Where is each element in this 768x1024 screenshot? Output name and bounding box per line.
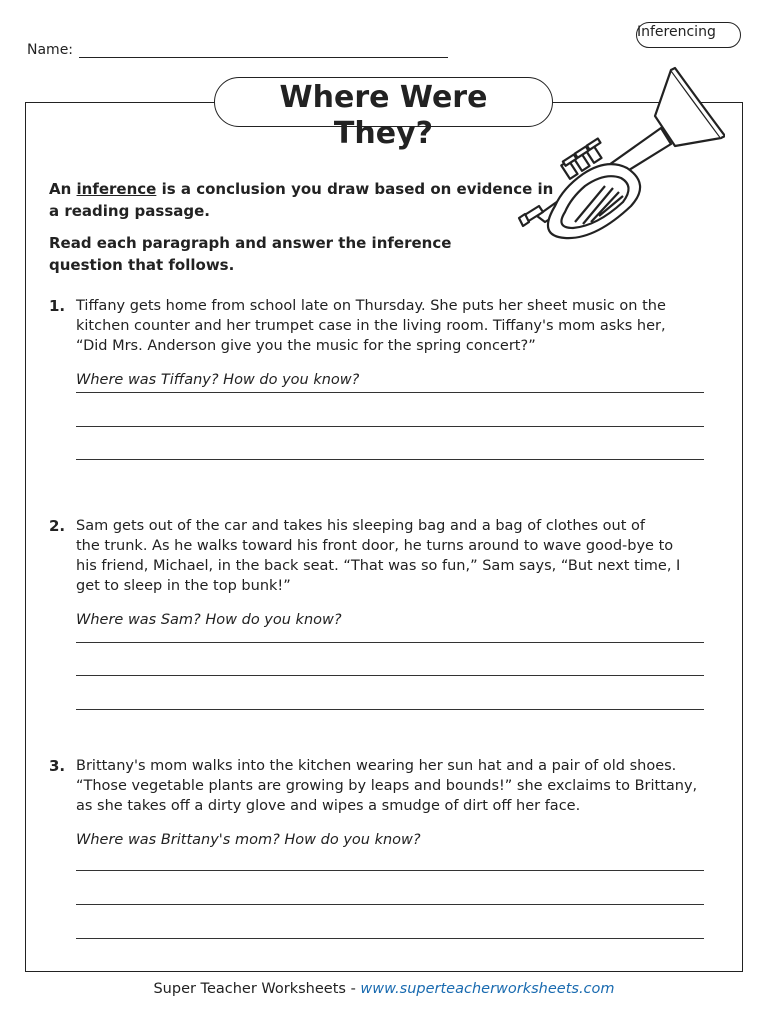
answer-line[interactable] <box>76 459 704 460</box>
question-number: 2. <box>49 517 66 535</box>
answer-line[interactable] <box>76 426 704 427</box>
footer <box>0 981 768 997</box>
intro-text: a reading passage. <box>49 202 211 220</box>
intro-text: is a conclusion you draw based on evidence in <box>156 180 554 198</box>
title-line-1: Where Were <box>279 80 488 115</box>
question-passage <box>76 756 716 816</box>
intro-definition <box>49 178 569 222</box>
question-prompt: Where was Brittany's mom? How do you know? <box>76 832 421 848</box>
passage-line: the trunk. As he walks toward his front door, he turns around to wave good-bye to <box>76 538 674 554</box>
answer-line[interactable] <box>76 870 704 871</box>
answer-line[interactable] <box>76 392 704 393</box>
page-title <box>214 80 553 152</box>
instructions-text: question that follows. <box>49 256 235 274</box>
question-prompt: Where was Sam? How do you know? <box>76 612 342 628</box>
name-field-line[interactable] <box>79 57 448 58</box>
answer-line[interactable] <box>76 904 704 905</box>
passage-line: “Those vegetable plants are growing by leaps and bounds!” she exclaims to Brittany, <box>76 778 698 794</box>
question-passage <box>76 296 716 356</box>
topic-tag: Inferencing <box>636 22 741 48</box>
name-label: Name: <box>27 42 74 58</box>
intro-text: An <box>49 180 77 198</box>
question-prompt: Where was Tiffany? How do you know? <box>76 372 360 388</box>
passage-line: Brittany's mom walks into the kitchen wearing her sun hat and a pair of old shoes. <box>76 758 677 774</box>
passage-line: as she takes off a dirty glove and wipes a smudge of dirt off her face. <box>76 798 581 814</box>
question-passage <box>76 516 716 596</box>
answer-line[interactable] <box>76 709 704 710</box>
question-number: 1. <box>49 297 66 315</box>
passage-line: “Did Mrs. Anderson give you the music for the spring concert?” <box>76 338 536 354</box>
footer-link[interactable]: www.superteacherworksheets.com <box>360 981 615 997</box>
question-number: 3. <box>49 757 66 775</box>
footer-brand: Super Teacher Worksheets - <box>153 981 361 997</box>
passage-line: get to sleep in the top bunk!” <box>76 578 291 594</box>
title-line-2: They? <box>333 116 434 151</box>
answer-line[interactable] <box>76 642 704 643</box>
inference-term: inference <box>76 180 157 198</box>
answer-line[interactable] <box>76 938 704 939</box>
instructions-text: Read each paragraph and answer the inference <box>49 234 452 252</box>
passage-line: kitchen counter and her trumpet case in the living room. Tiffany's mom asks her, <box>76 318 666 334</box>
passage-line: Sam gets out of the car and takes his sleeping bag and a bag of clothes out of <box>76 518 645 534</box>
passage-line: his friend, Michael, in the back seat. “That was so fun,” Sam says, “But next time, I <box>76 558 681 574</box>
answer-line[interactable] <box>76 675 704 676</box>
instructions <box>49 232 569 276</box>
passage-line: Tiffany gets home from school late on Thursday. She puts her sheet music on the <box>76 298 666 314</box>
